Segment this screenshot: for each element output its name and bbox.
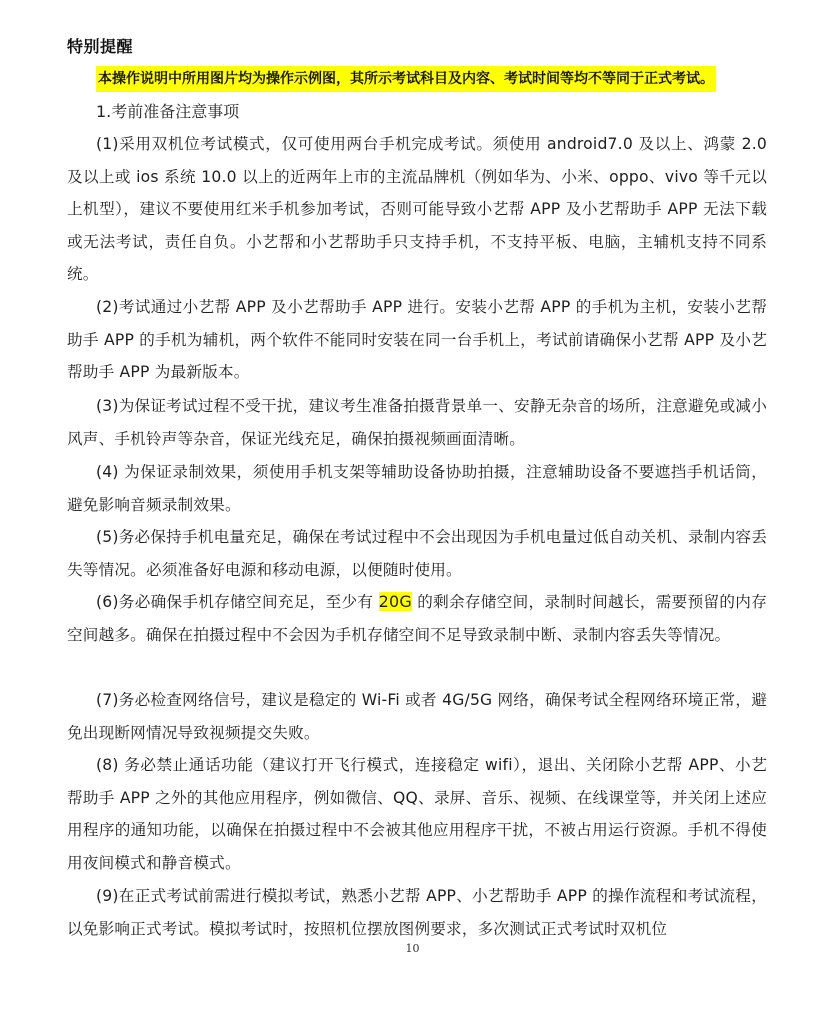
paragraph-5: (5)务必保持手机电量充足，确保在考试过程中不会出现因为手机电量过低自动关机、录制内容丢失等情况。必须准备好电源和移动电源，以便随时使用。 xyxy=(67,528,767,579)
notice-row xyxy=(96,66,756,92)
paragraph-1: (1)采用双机位考试模式，仅可使用两台手机完成考试。须使用 android7.0 及以上、鸿蒙 2.0 及以上或 ios 系统 10.0 以上的近两年上市的主流品牌机（例如华为、小米、oppo、vivo 等千元以上机型），建议不要使用红米手机参加考试，否则可能导致小艺帮 APP 及小艺帮助手 APP 无法下载或无法考试，责任自负。小艺帮和小艺帮助手只支持手机，不支持平板、电脑，主辅机支持不同系统。 xyxy=(67,135,767,284)
paragraph-8: (8) 务必禁止通话功能（建议打开飞行模式，连接稳定 wifi），退出、关闭除小艺帮 APP、小艺帮助手 APP 之外的其他应用程序，例如微信、QQ、录屏、音乐、视频、在线课堂等，并关闭上述应用程序的通知功能，以确保在拍摄过程中不会被其他应用程序干扰，不被占用运行资源。手机不得使用夜间模式和静音模式。 xyxy=(67,756,767,872)
paragraph-4: (4) 为保证录制效果，须使用手机支架等辅助设备协助拍摄，注意辅助设备不要遮挡手机话筒，避免影响音频录制效果。 xyxy=(67,463,767,514)
paragraph-6 xyxy=(67,586,767,651)
section-title: 1.考前准备注意事项 xyxy=(96,102,240,121)
paragraph-6-text-a: (6)务必确保手机存储空间充足，至少有 xyxy=(96,593,379,611)
paragraph-6-text-b: 的剩余存储空间，录制时间越长，需要预留的内存空间越多。确保在拍摄过程中不会因为手机存储空间不足导致录制中断、录制内容丢失等情况。 xyxy=(67,593,767,644)
highlighted-notice: 本操作说明中所用图片均为操作示例图，其所示考试科目及内容、考试时间等均不等同于正式考试。 xyxy=(96,66,716,92)
storage-highlight: 20G xyxy=(378,592,412,611)
paragraph-3: (3)为保证考试过程不受干扰，建议考生准备拍摄背景单一、安静无杂音的场所，注意避免或减小风声、手机铃声等杂音，保证光线充足，确保拍摄视频画面清晰。 xyxy=(67,397,767,448)
paragraph-9: (9)在正式考试前需进行模拟考试，熟悉小艺帮 APP、小艺帮助手 APP 的操作流程和考试流程，以免影响正式考试。模拟考试时，按照机位摆放图例要求，多次测试正式考试时双机位 xyxy=(67,887,767,938)
paragraph-7: (7)务必检查网络信号，建议是稳定的 Wi-Fi 或者 4G/5G 网络，确保考试全程网络环境正常，避免出现断网情况导致视频提交失败。 xyxy=(67,691,767,742)
page-number: 10 xyxy=(405,942,420,955)
paragraph-2: (2)考试通过小艺帮 APP 及小艺帮助手 APP 进行。安装小艺帮 APP 的手机为主机，安装小艺帮助手 APP 的手机为辅机，两个软件不能同时安装在同一台手机上，考试前请确保小艺帮 APP 及小艺帮助手 APP 为最新版本。 xyxy=(67,298,767,382)
page-heading: 特别提醒 xyxy=(67,37,134,56)
